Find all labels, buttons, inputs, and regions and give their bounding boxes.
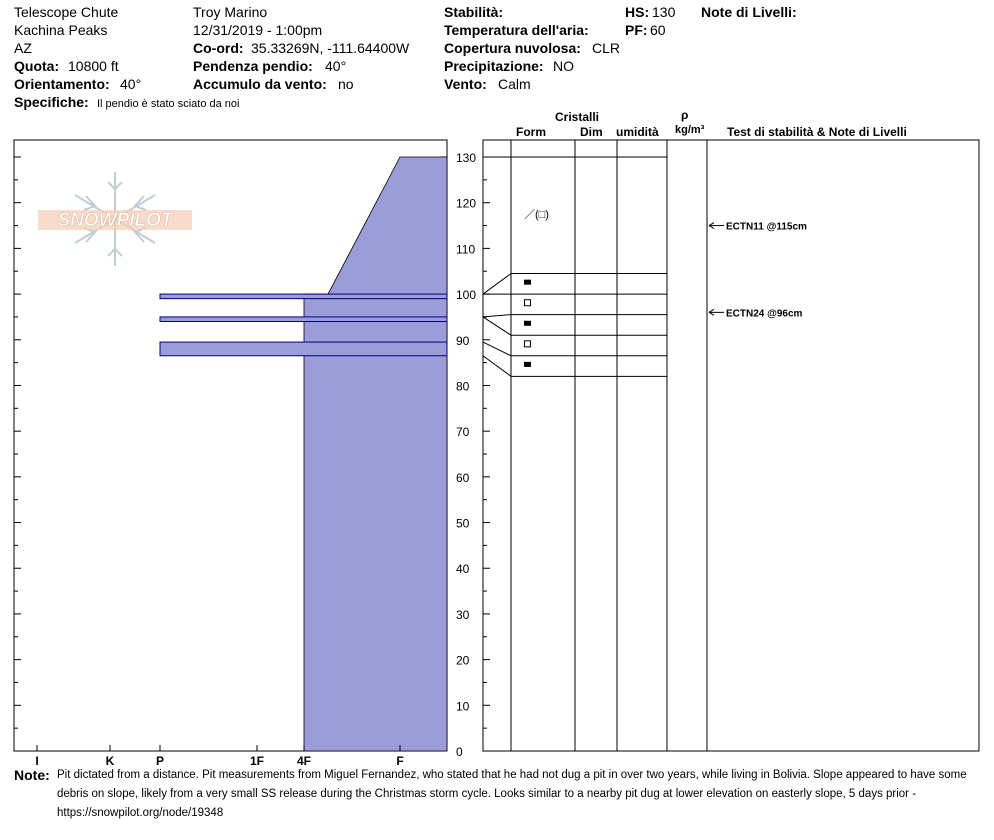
hardness-profile bbox=[304, 157, 447, 751]
size-header: Dim bbox=[580, 125, 603, 139]
y-tick-label: 40 bbox=[456, 562, 470, 577]
cloud-value: CLR bbox=[592, 40, 621, 56]
grain-form-mixed: ／(□) bbox=[524, 209, 549, 222]
region-name: Kachina Peaks bbox=[14, 22, 108, 38]
stability-label: Stabilità: bbox=[444, 4, 504, 20]
elevation-label: Quota: bbox=[14, 58, 60, 74]
location-name: Telescope Chute bbox=[14, 4, 119, 20]
coord-label: Co-ord: bbox=[193, 40, 244, 56]
y-axis-labels bbox=[456, 151, 476, 759]
grain-form-open bbox=[525, 341, 531, 347]
hardness-tick-label: K bbox=[105, 754, 115, 768]
hardness-tick-label: F bbox=[396, 754, 404, 768]
hardness-tick-label: I bbox=[35, 754, 39, 768]
stability-tests bbox=[709, 222, 807, 320]
hardness-tick-label: 4F bbox=[296, 754, 312, 768]
note-text: Pit dictated from a distance. Pit measurements from Miguel Fernandez, who stated that he had not dug a pit in over two years, while living in Bolivia. Slope appeared to have some debris on slope, likely from a very small SS release during the Christmas storm cycle. Looks similar to a nearby pit dug at lower elevation on easterly slope, 5 days prior - https://snowpilot.org/node/19348 bbox=[57, 769, 967, 819]
y-tick-label: 80 bbox=[456, 379, 470, 394]
aspect-value: 40° bbox=[120, 76, 142, 92]
elevation-value: 10800 ft bbox=[68, 58, 119, 74]
observation-datetime: 12/31/2019 - 1:00pm bbox=[193, 22, 323, 38]
crystals-header: Cristalli bbox=[555, 110, 600, 124]
observer-name: Troy Marino bbox=[193, 4, 268, 20]
hs-value: 130 bbox=[652, 4, 676, 20]
layer-connector bbox=[483, 342, 511, 356]
precip-value: NO bbox=[553, 58, 574, 74]
hs-label: HS: bbox=[625, 4, 650, 20]
wind-label: Vento: bbox=[444, 76, 487, 92]
y-tick-label: 0 bbox=[456, 745, 463, 759]
y-tick-label: 100 bbox=[456, 288, 477, 303]
test-label: ECTN24 @96cm bbox=[726, 308, 803, 320]
logo-text: SNOWPILOT bbox=[57, 210, 173, 231]
y-tick-label: 110 bbox=[456, 242, 476, 257]
layer-notes-label: Note di Livelli: bbox=[701, 4, 797, 20]
coord-value: 35.33269N, -111.64400W bbox=[251, 40, 410, 56]
tests-notes-header: Test di stabilità & Note di Livelli bbox=[727, 125, 907, 139]
test-label: ECTN11 @115cm bbox=[726, 221, 807, 233]
table-ticks bbox=[483, 157, 490, 751]
aspect-label: Orientamento: bbox=[14, 76, 110, 92]
hardness-tick-label: 1F bbox=[249, 754, 265, 768]
y-tick-label: 120 bbox=[456, 196, 477, 211]
grain-form-solid bbox=[524, 280, 531, 285]
form-header: Form bbox=[516, 125, 546, 139]
thin-layer bbox=[160, 317, 447, 322]
cloud-label: Copertura nuvolosa: bbox=[444, 40, 581, 56]
grain-form-open bbox=[525, 300, 531, 306]
y-tick-label: 10 bbox=[456, 699, 470, 714]
layer-connector bbox=[483, 317, 511, 335]
y-tick-label: 90 bbox=[456, 333, 470, 348]
precip-label: Precipitazione: bbox=[444, 58, 544, 74]
specifics-value: Il pendio è stato sciato da noi bbox=[97, 98, 240, 110]
wind-loading-label: Accumulo da vento: bbox=[193, 76, 327, 92]
y-tick-label: 60 bbox=[456, 470, 470, 485]
density-unit-header: kg/m³ bbox=[675, 124, 705, 136]
snowpilot-logo bbox=[38, 172, 192, 266]
slope-label: Pendenza pendio: bbox=[193, 58, 313, 74]
pf-label: PF: bbox=[625, 22, 648, 38]
note-label: Note: bbox=[14, 767, 50, 783]
thin-layer bbox=[160, 294, 447, 299]
y-tick-label: 50 bbox=[456, 516, 470, 531]
slope-value: 40° bbox=[325, 58, 347, 74]
layer-connector bbox=[483, 274, 511, 295]
y-tick-label: 70 bbox=[456, 425, 470, 440]
grain-form-solid bbox=[524, 362, 531, 367]
moisture-header: umidità bbox=[616, 125, 659, 139]
pf-value: 60 bbox=[650, 22, 666, 38]
wind-loading-value: no bbox=[338, 76, 354, 92]
y-tick-label: 130 bbox=[456, 151, 477, 165]
layer-connector bbox=[483, 315, 511, 317]
y-tick-label: 30 bbox=[456, 607, 470, 622]
grain-symbols bbox=[524, 208, 549, 367]
air-temp-label: Temperatura dell'aria: bbox=[444, 22, 589, 38]
thin-layer bbox=[160, 342, 447, 356]
y-tick-label: 20 bbox=[456, 653, 470, 668]
specifics-label: Specifiche: bbox=[14, 94, 89, 110]
density-rho-header: ρ bbox=[681, 108, 689, 122]
wind-value: Calm bbox=[498, 76, 531, 92]
state-name: AZ bbox=[14, 40, 32, 56]
hardness-tick-label: P bbox=[155, 754, 165, 768]
grain-form-solid bbox=[524, 321, 531, 326]
hardness-area bbox=[160, 157, 447, 751]
layer-connector bbox=[483, 356, 511, 377]
